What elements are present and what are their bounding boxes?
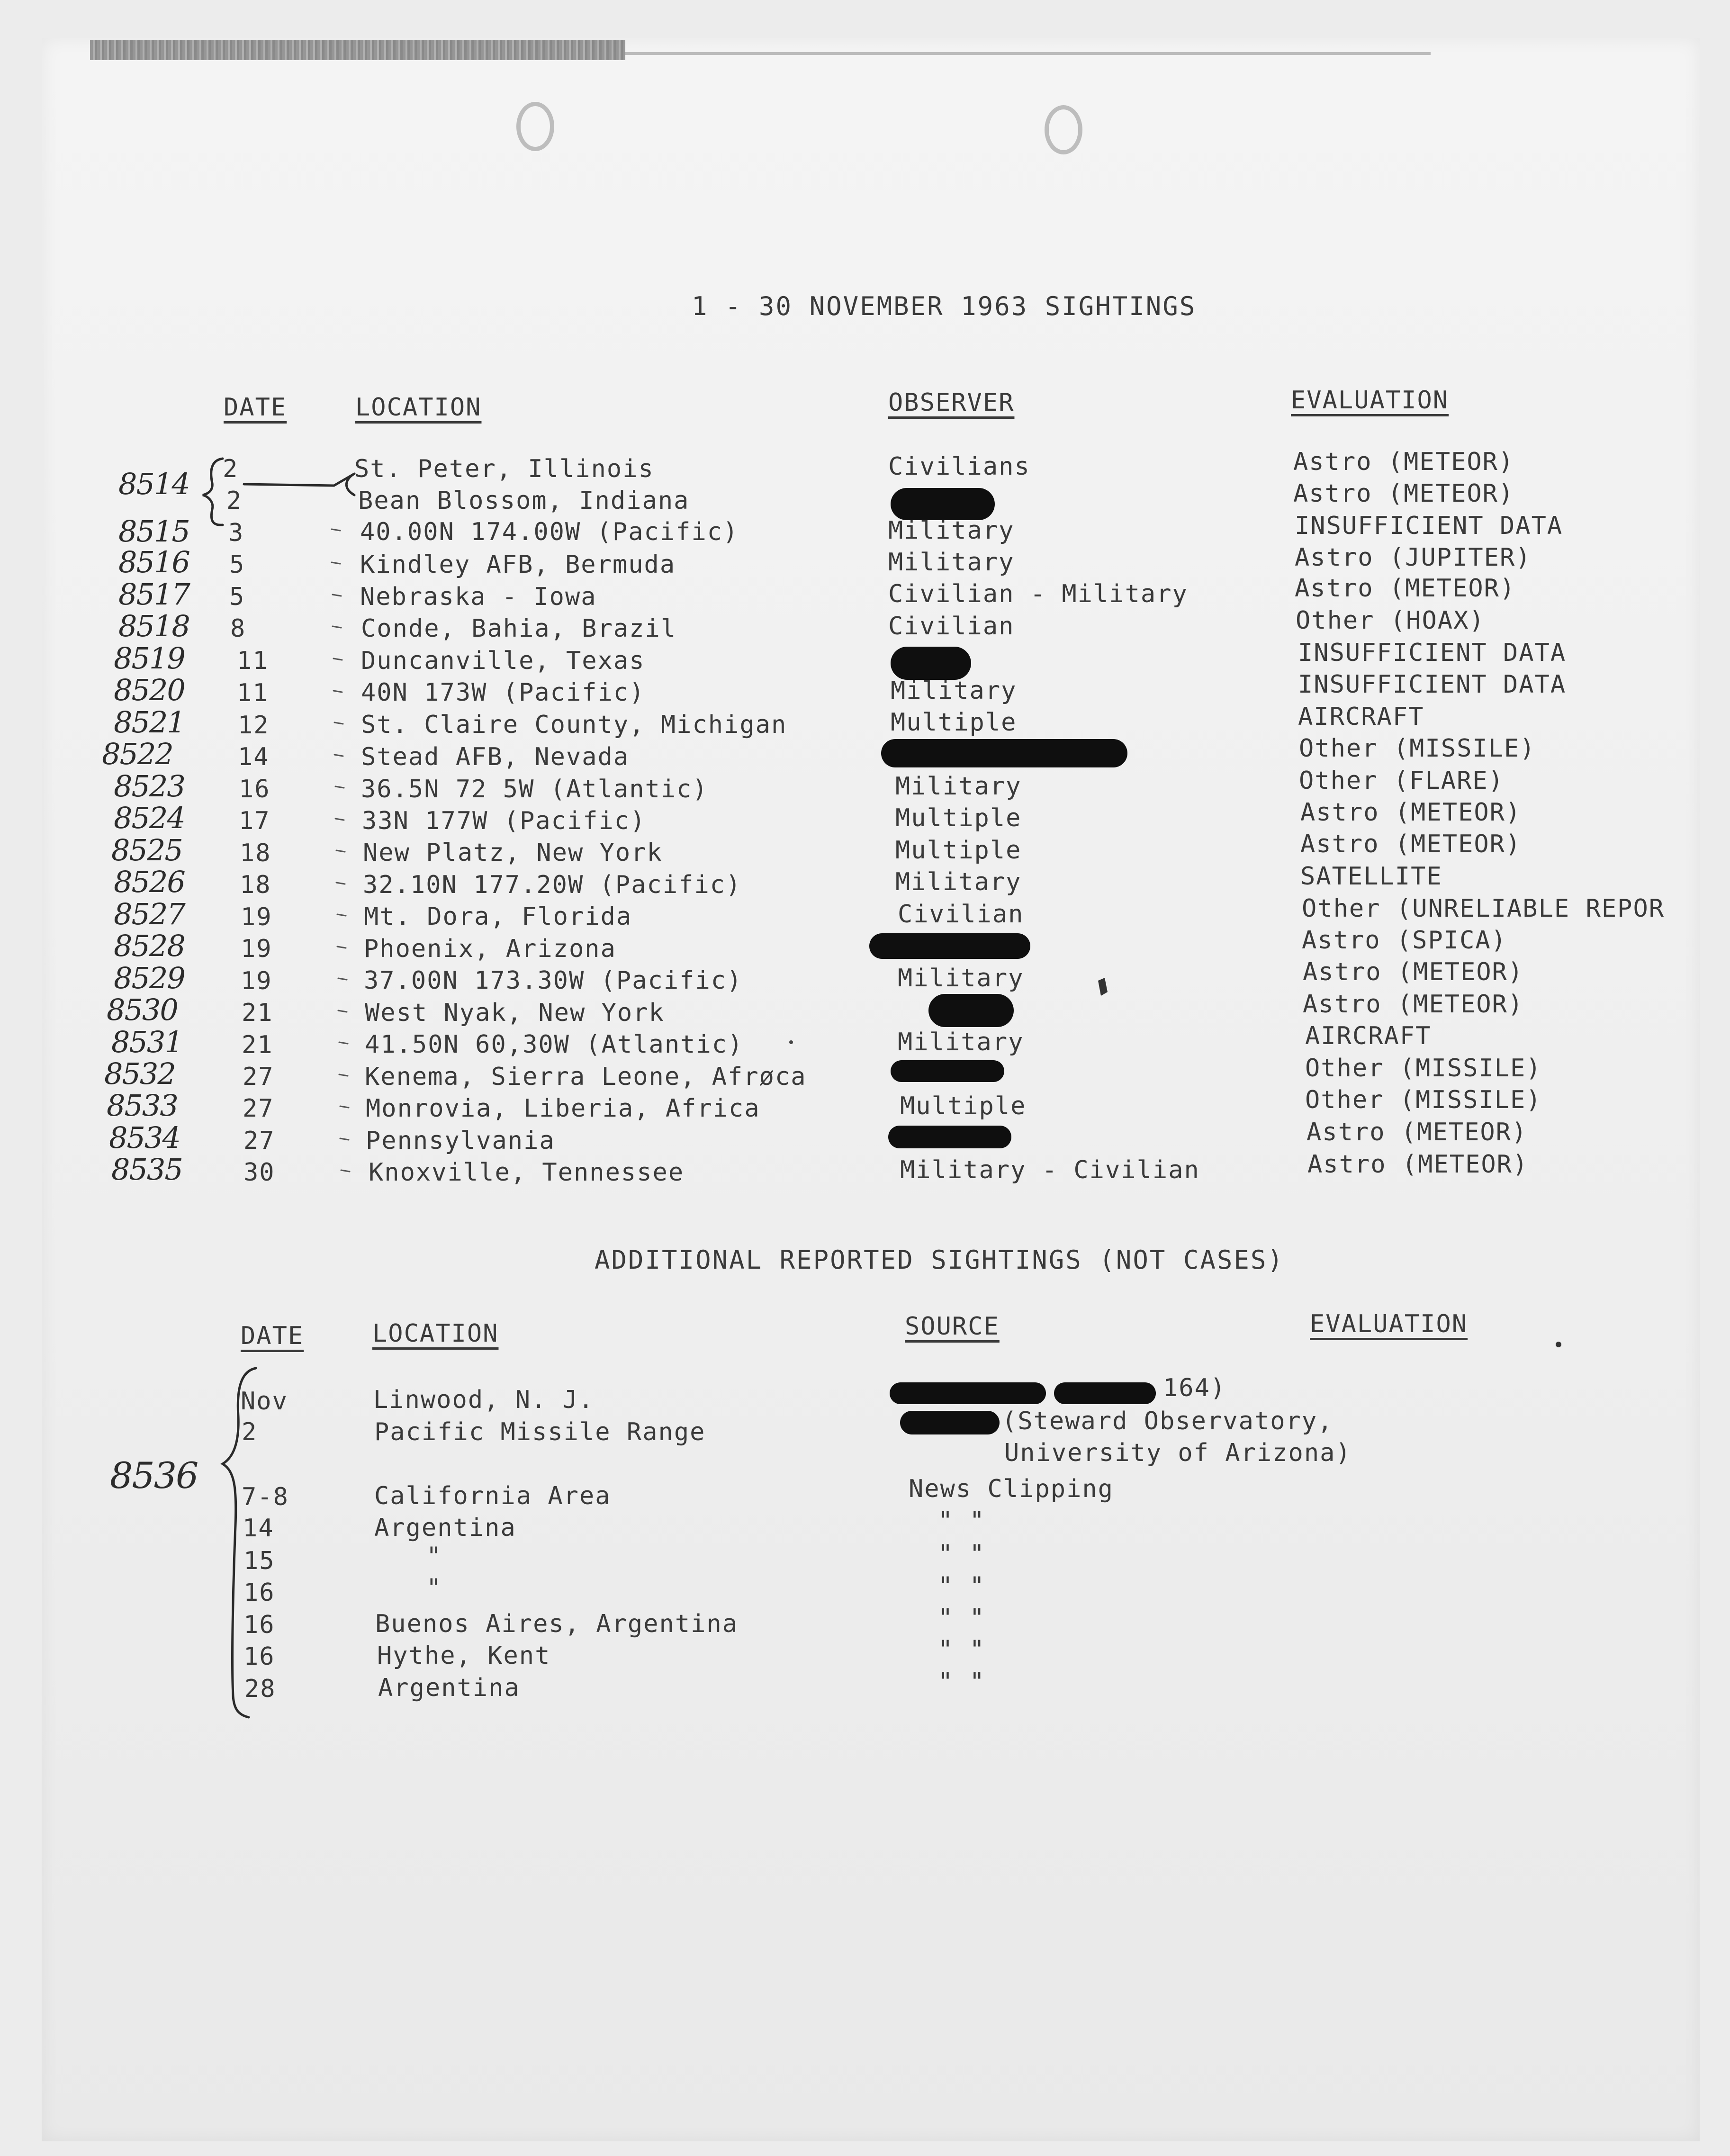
row-evaluation: AIRCRAFT xyxy=(1298,703,1424,731)
row-source: 164) xyxy=(1163,1374,1226,1402)
row-observer: Civilian xyxy=(898,900,1024,929)
row-observer: Military xyxy=(888,548,1015,577)
row-date: 18 xyxy=(240,839,271,867)
row-evaluation: Astro (SPICA) xyxy=(1302,926,1507,955)
row-date: 16 xyxy=(243,1642,275,1671)
row-observer: Military - Civilian xyxy=(900,1156,1200,1184)
row-evaluation: INSUFFICIENT DATA xyxy=(1298,670,1567,699)
tick-mark xyxy=(333,691,342,692)
row-observer: Military xyxy=(888,516,1015,545)
row-evaluation: Other (MISSILE) xyxy=(1305,1086,1542,1114)
row-location: St. Claire County, Michigan xyxy=(361,711,787,739)
row-evaluation: Astro (METEOR) xyxy=(1300,830,1522,858)
case-number: 8524 xyxy=(114,801,185,835)
row-location: West Nyak, New York xyxy=(365,999,665,1027)
row-evaluation: Other (HOAX) xyxy=(1296,606,1485,635)
header-location: LOCATION xyxy=(355,393,482,422)
row-date: 27 xyxy=(243,1063,274,1091)
row-source: University of Arizona) xyxy=(1004,1439,1352,1467)
row-location: Duncanville, Texas xyxy=(361,647,645,675)
case-number: 8522 xyxy=(102,737,173,771)
row-evaluation: Other (MISSILE) xyxy=(1305,1054,1542,1083)
row-date: Nov xyxy=(241,1387,288,1416)
row-date: 3 xyxy=(228,519,244,547)
row-location: Mt. Dora, Florida xyxy=(364,902,632,931)
tick-mark xyxy=(333,659,342,660)
row-date: 16 xyxy=(243,1579,275,1607)
case-number: 8515 xyxy=(118,514,189,549)
row-evaluation: Astro (METEOR) xyxy=(1293,448,1514,476)
row-location: Argentina xyxy=(374,1514,516,1542)
row-location: Monrovia, Liberia, Africa xyxy=(366,1094,760,1123)
case-number: 8536 xyxy=(110,1454,198,1497)
tick-mark xyxy=(335,786,344,788)
row-location: Nebraska - Iowa xyxy=(360,583,597,611)
row-evaluation: INSUFFICIENT DATA xyxy=(1298,639,1567,667)
case-number: 8520 xyxy=(114,673,185,707)
row-observer: Military xyxy=(891,677,1017,705)
additional-title: ADDITIONAL REPORTED SIGHTINGS (NOT CASES) xyxy=(595,1245,1284,1275)
row-location: Kindley AFB, Bermuda xyxy=(360,550,676,579)
row-date: 19 xyxy=(241,935,272,963)
ink-blot xyxy=(789,1040,793,1044)
case-number: 8521 xyxy=(114,705,185,740)
page-title: 1 - 30 NOVEMBER 1963 SIGHTINGS xyxy=(692,291,1197,321)
row-location: Knoxville, Tennessee xyxy=(369,1158,685,1187)
row-date: 12 xyxy=(238,711,270,740)
row-evaluation: Astro (METEOR) xyxy=(1295,574,1516,603)
row-location: Phoenix, Arizona xyxy=(364,935,616,963)
row-evaluation: Astro (METEOR) xyxy=(1293,479,1514,508)
row-evaluation: Other (UNRELIABLE REPOR xyxy=(1302,894,1665,923)
row-observer: Multiple xyxy=(895,804,1022,832)
row-location: Pacific Missile Range xyxy=(374,1418,706,1446)
row-date: 2 xyxy=(226,487,243,515)
row-location: Pennsylvania xyxy=(366,1127,555,1155)
case-number: 8523 xyxy=(114,769,185,803)
row-location: St. Peter, Illinois xyxy=(354,455,654,483)
row-date: 19 xyxy=(241,967,272,995)
row-evaluation: AIRCRAFT xyxy=(1305,1022,1432,1050)
row-evaluation: Astro (METEOR) xyxy=(1307,1118,1528,1146)
tick-mark xyxy=(337,914,346,916)
row-observer: Military xyxy=(898,1028,1024,1056)
row-date: 8 xyxy=(230,614,246,643)
row-date: 5 xyxy=(229,583,245,611)
case-number: 8528 xyxy=(114,929,185,963)
row-observer: Multiple xyxy=(900,1092,1027,1120)
row-source: News Clipping xyxy=(909,1475,1114,1503)
header-date: DATE xyxy=(224,393,287,422)
header-observer: OBSERVER xyxy=(888,388,1015,417)
tick-mark xyxy=(340,1138,349,1140)
row-location: California Area xyxy=(374,1482,611,1510)
header-evaluation: EVALUATION xyxy=(1310,1310,1468,1338)
row-location: New Platz, New York xyxy=(363,839,663,867)
tick-mark xyxy=(335,819,344,820)
row-location: 40.00N 174.00W (Pacific) xyxy=(360,518,739,546)
row-evaluation: Astro (METEOR) xyxy=(1303,990,1524,1019)
row-location: Kenema, Sierra Leone, Afrøca xyxy=(365,1063,807,1091)
row-date: 14 xyxy=(243,1514,274,1543)
row-evaluation: SATELLITE xyxy=(1300,862,1442,891)
row-observer: Multiple xyxy=(895,836,1022,865)
connector-line xyxy=(244,474,354,486)
tick-mark xyxy=(338,978,347,980)
tick-mark xyxy=(332,562,340,564)
case-number: 8517 xyxy=(118,577,189,612)
row-source: " " xyxy=(938,1635,985,1664)
case-number: 8526 xyxy=(114,865,185,899)
row-observer: Military xyxy=(895,772,1022,801)
row-location: Linwood, N. J. xyxy=(373,1386,595,1414)
tick-mark xyxy=(336,850,345,852)
tick-mark xyxy=(333,595,341,596)
row-date: 2 xyxy=(242,1418,258,1446)
row-location: Buenos Aires, Argentina xyxy=(375,1610,739,1638)
row-date: 21 xyxy=(242,1031,273,1059)
row-observer: Military xyxy=(898,964,1024,992)
tick-mark xyxy=(340,1106,349,1108)
row-date: 17 xyxy=(239,807,270,835)
tick-mark xyxy=(332,529,340,531)
row-location: 41.50N 60,30W (Atlantic) xyxy=(365,1030,744,1059)
row-date: 21 xyxy=(242,999,273,1027)
row-date: 2 xyxy=(223,455,239,483)
ink-blot xyxy=(1098,978,1108,996)
row-location: Argentina xyxy=(378,1674,520,1702)
row-evaluation: Astro (JUPITER) xyxy=(1295,543,1532,572)
case-number: 8529 xyxy=(114,961,185,995)
row-date: 27 xyxy=(243,1094,274,1123)
row-location: Bean Blossom, Indiana xyxy=(358,487,690,515)
tick-mark xyxy=(341,1170,350,1172)
row-location: Conde, Bahia, Brazil xyxy=(361,614,677,643)
row-date: 27 xyxy=(243,1127,275,1155)
case-number: 8518 xyxy=(118,609,189,643)
tick-mark xyxy=(334,722,343,724)
row-evaluation: Astro (METEOR) xyxy=(1300,798,1522,827)
row-location: " xyxy=(426,1574,442,1602)
case-number: 8519 xyxy=(114,641,185,676)
tick-mark xyxy=(339,1042,348,1044)
row-source: " " xyxy=(938,1506,985,1535)
case-number: 8525 xyxy=(111,833,182,867)
row-date: 16 xyxy=(243,1611,275,1639)
case-number: 8534 xyxy=(109,1120,180,1155)
row-evaluation: Astro (METEOR) xyxy=(1307,1150,1529,1179)
brace-mark xyxy=(203,459,223,525)
row-date: 16 xyxy=(239,775,270,803)
row-source: " " xyxy=(938,1668,985,1696)
row-date: 28 xyxy=(244,1675,276,1703)
row-source: (Steward Observatory, xyxy=(1002,1407,1334,1435)
row-source: " " xyxy=(938,1572,985,1600)
header-location: LOCATION xyxy=(372,1319,499,1348)
row-evaluation: Astro (METEOR) xyxy=(1303,958,1524,986)
header-evaluation: EVALUATION xyxy=(1291,386,1449,415)
row-observer: Civilians xyxy=(888,452,1030,481)
header-source: SOURCE xyxy=(905,1312,1000,1341)
row-date: 14 xyxy=(238,743,270,771)
row-location: 37.00N 173.30W (Pacific) xyxy=(364,966,743,995)
row-date: 5 xyxy=(229,550,245,579)
case-number: 8535 xyxy=(111,1152,182,1187)
case-number: 8514 xyxy=(118,467,189,501)
row-date: 15 xyxy=(243,1547,275,1575)
row-evaluation: INSUFFICIENT DATA xyxy=(1295,512,1563,540)
row-location: 36.5N 72 5W (Atlantic) xyxy=(361,775,708,803)
row-date: 19 xyxy=(241,903,272,931)
case-number: 8533 xyxy=(107,1088,178,1123)
row-date: 18 xyxy=(240,871,271,899)
case-number: 8527 xyxy=(114,897,185,931)
row-location: 33N 177W (Pacific) xyxy=(362,807,646,835)
row-observer: Multiple xyxy=(891,708,1017,737)
row-observer: Military xyxy=(895,868,1022,896)
row-evaluation: Other (FLARE) xyxy=(1299,767,1504,795)
row-location: 40N 173W (Pacific) xyxy=(361,678,645,707)
row-source: " " xyxy=(938,1604,985,1632)
row-observer: Civilian xyxy=(888,612,1015,640)
tick-mark xyxy=(339,1074,348,1076)
row-evaluation: Other (MISSILE) xyxy=(1299,734,1536,763)
row-location: " xyxy=(426,1542,442,1570)
row-date: 11 xyxy=(237,647,269,675)
row-date: 30 xyxy=(243,1158,275,1187)
tick-mark xyxy=(334,755,343,756)
header-date: DATE xyxy=(241,1322,304,1350)
row-location: Stead AFB, Nevada xyxy=(361,743,630,771)
row-date: 11 xyxy=(237,679,269,707)
case-number: 8530 xyxy=(107,992,178,1027)
row-location: 32.10N 177.20W (Pacific) xyxy=(363,871,742,899)
case-number: 8516 xyxy=(118,545,189,579)
tick-mark xyxy=(333,626,341,628)
case-number: 8531 xyxy=(111,1025,182,1059)
tick-mark xyxy=(336,883,345,884)
row-observer: Civilian - Military xyxy=(888,580,1188,608)
brace-mark xyxy=(223,1368,256,1717)
case-number: 8532 xyxy=(104,1056,175,1091)
row-source: " " xyxy=(938,1540,985,1568)
row-date: 7-8 xyxy=(242,1483,289,1511)
row-location: Hythe, Kent xyxy=(377,1642,551,1670)
ink-blot xyxy=(1556,1342,1561,1347)
tick-mark xyxy=(337,947,346,948)
tick-mark xyxy=(338,1010,347,1012)
